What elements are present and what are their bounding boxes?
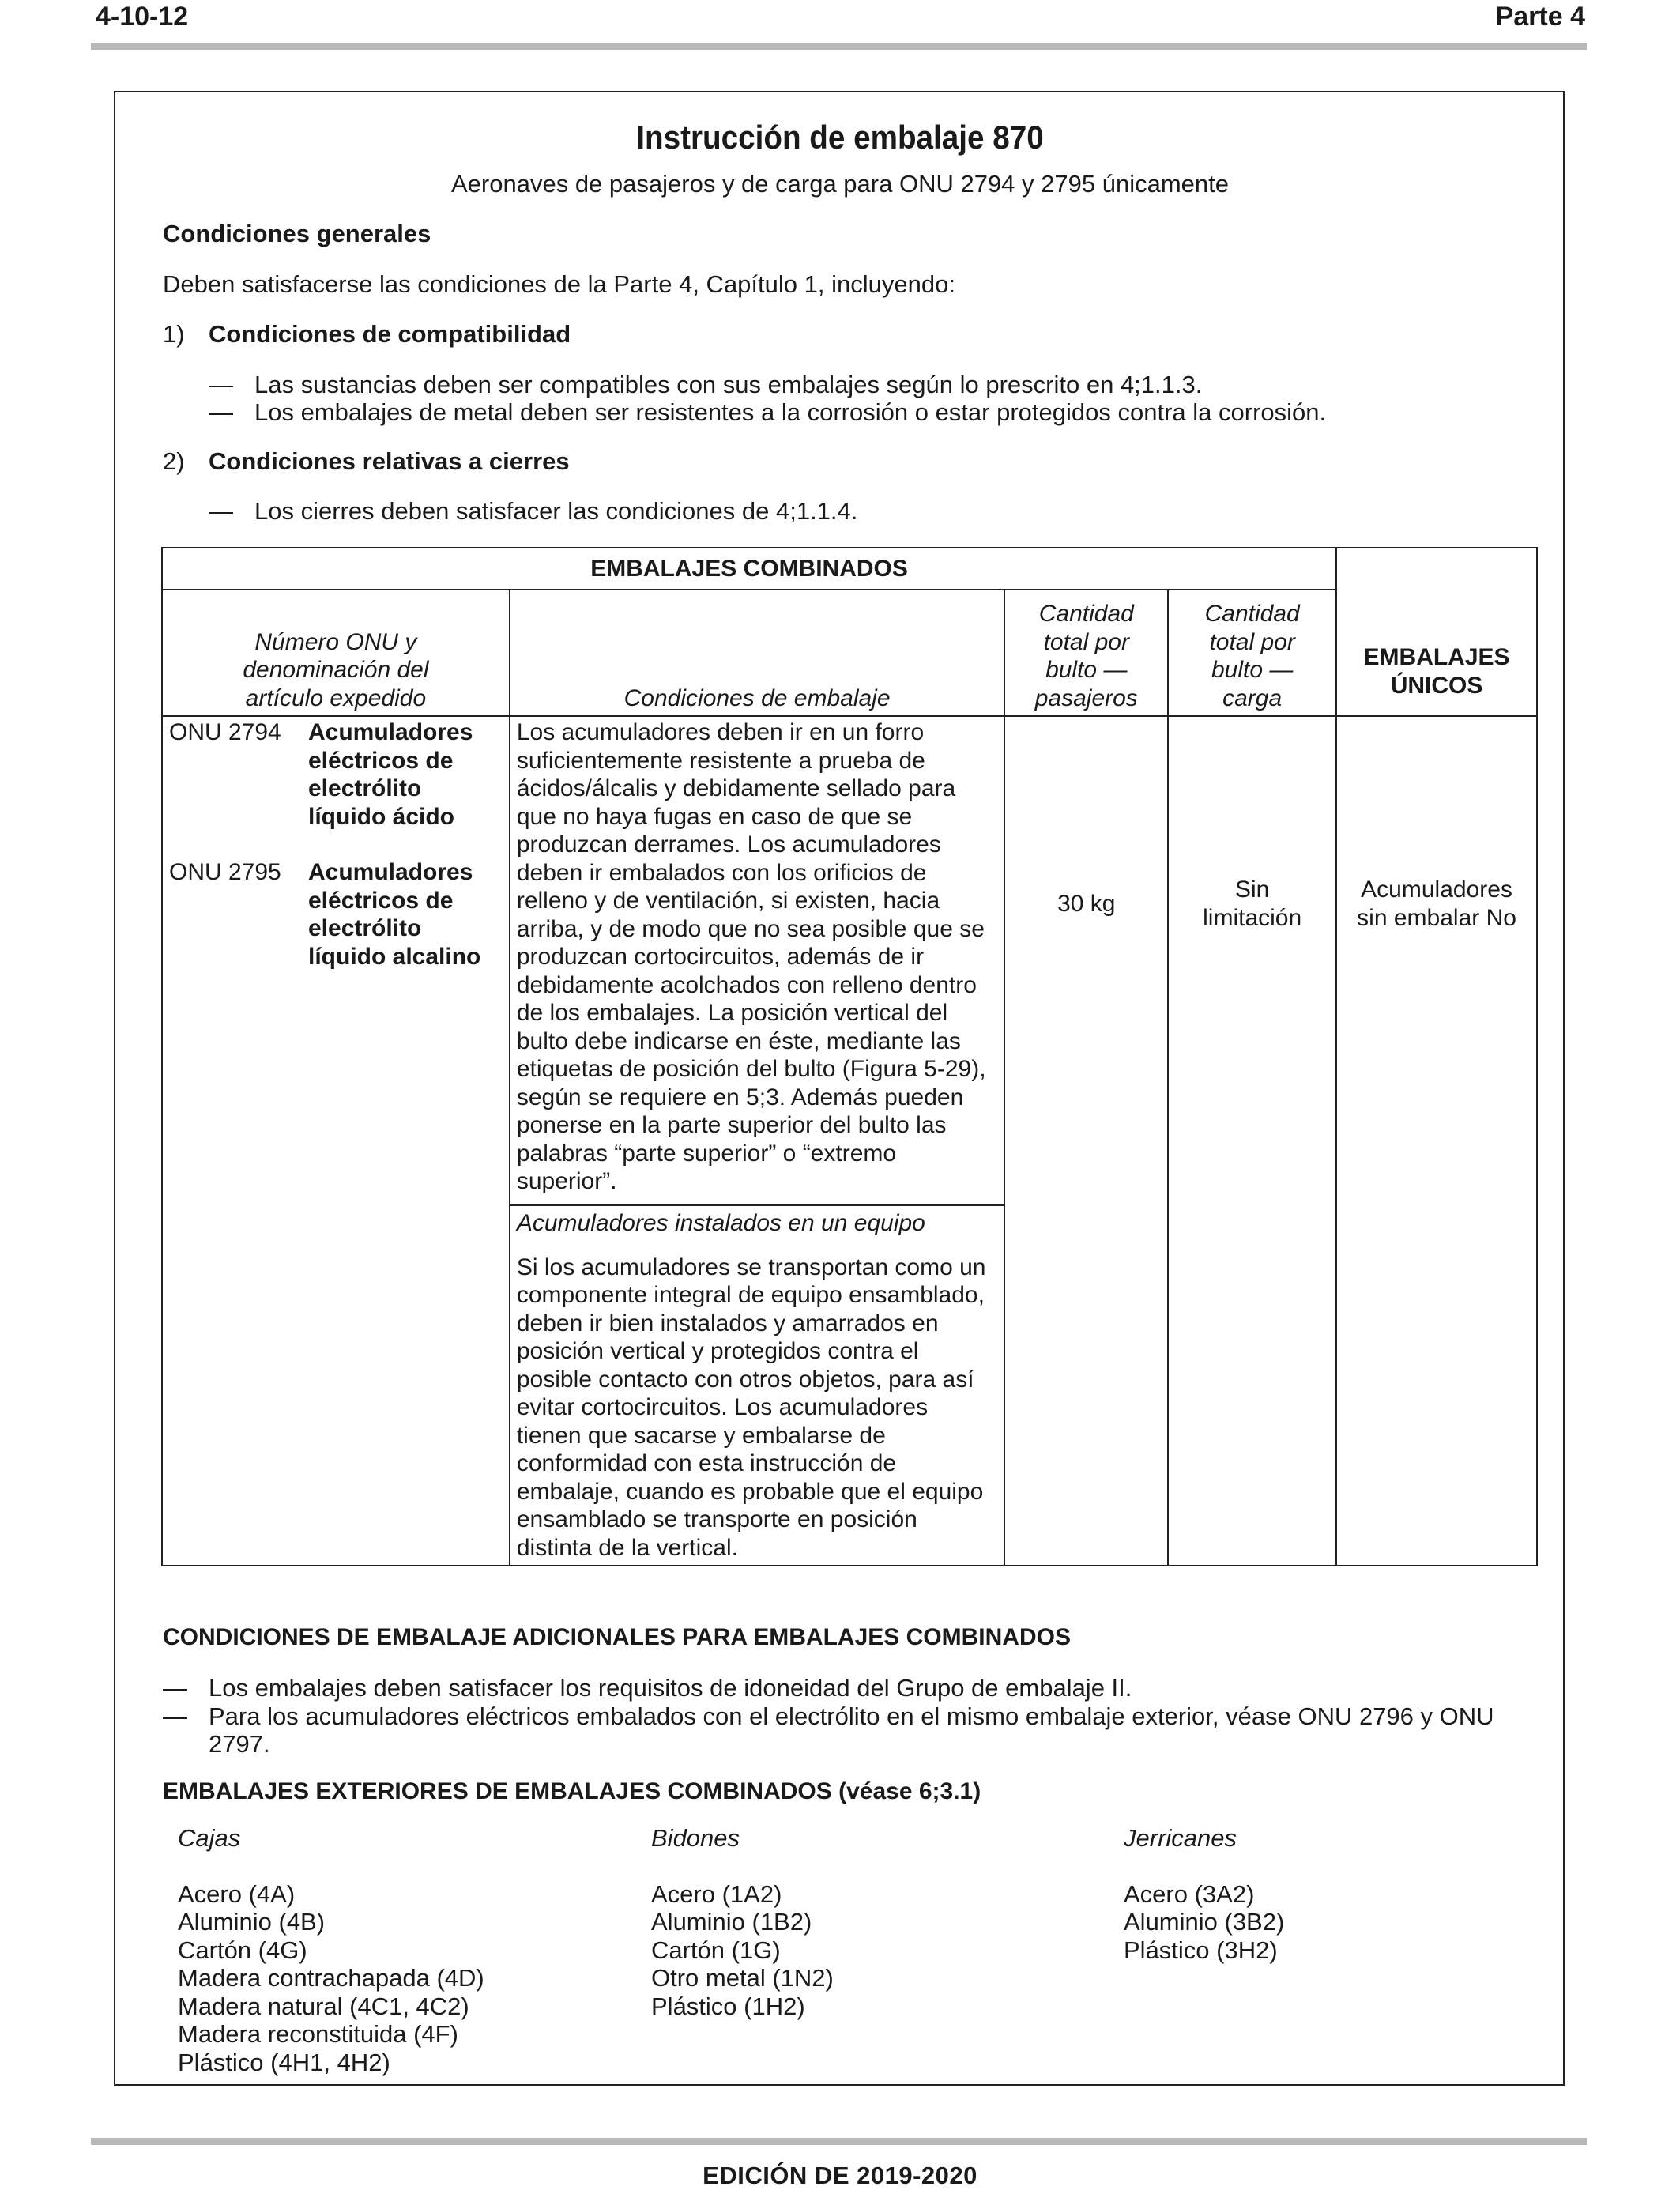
edition-footer: EDICIÓN DE 2019-2020 xyxy=(703,2162,977,2189)
outer-column-bidones xyxy=(651,1824,834,2020)
combined-header: EMBALAJES COMBINADOS xyxy=(162,548,1336,590)
page-number: 4-10-12 xyxy=(96,2,189,32)
conditions-column-header: Condiciones de embalaje xyxy=(510,590,1004,716)
additional-list xyxy=(163,1674,1514,1759)
onu-entry xyxy=(169,718,503,831)
single-packaging-header: EMBALAJES ÚNICOS xyxy=(1336,548,1537,716)
outer-column-title: Jerricanes xyxy=(1124,1824,1237,1852)
outer-item: Cartón (4G) xyxy=(178,1936,307,1964)
onu-code: ONU 2795 xyxy=(169,859,281,885)
condition-2-item xyxy=(209,497,857,526)
condition-1-title: Condiciones de compatibilidad xyxy=(209,320,571,348)
condition-1-item xyxy=(209,398,1326,427)
qty-passenger-cell: 30 kg xyxy=(1004,716,1168,1566)
single-packaging-cell: Acumuladores sin embalar No xyxy=(1336,716,1537,1566)
outer-item: Madera contrachapada (4D) xyxy=(178,1964,484,1992)
qty-passenger-header: Cantidad total por bulto — pasajeros xyxy=(1004,590,1168,716)
qty-cargo-header: Cantidad total por bulto — carga xyxy=(1168,590,1336,716)
condition-2-item-text: Los cierres deben satisfacer las condiciones de 4;1.1.4. xyxy=(254,497,858,525)
condition-2 xyxy=(163,447,570,476)
onu-entry xyxy=(169,858,503,971)
equipment-cell xyxy=(510,1205,1004,1566)
outer-item: Aluminio (4B) xyxy=(178,1908,326,1936)
outer-item: Acero (1A2) xyxy=(651,1879,782,1908)
outer-item: Madera reconstituida (4F) xyxy=(178,2020,458,2048)
onu-column-header: Número ONU y denominación del artículo expedido xyxy=(162,590,510,716)
outer-item: Aluminio (3B2) xyxy=(1124,1908,1285,1936)
dash-bullet: — xyxy=(163,1702,187,1730)
additional-item xyxy=(163,1674,1514,1702)
equipment-text: Si los acumuladores se transportan como un componente integral de equipo ensamblado, deben ir bien instalados y amarrados en posición vertical y protegidos contra el posible contacto con otros objetos, para así evitar cortocircuitos. Los acumuladores tienen que sacarse y embalarse de conformidad con esta instrucción de embalaje, cuando es probable que el equipo ensamblado se transporte en posición distinta de la vertical. xyxy=(516,1253,986,1561)
outer-item: Madera natural (4C1, 4C2) xyxy=(178,1992,469,2020)
footer-rule xyxy=(91,2138,1587,2145)
onu-name: Acumuladores eléctricos de electrólito líquido ácido xyxy=(308,719,473,830)
outer-item: Cartón (1G) xyxy=(651,1936,781,1964)
outer-column-jerricanes xyxy=(1124,1824,1284,1964)
outer-item: Plástico (1H2) xyxy=(651,1992,805,2020)
onu-name: Acumuladores eléctricos de electrólito líquido alcalino xyxy=(308,859,481,970)
outer-item: Acero (3A2) xyxy=(1124,1879,1255,1908)
dash-bullet: — xyxy=(163,1674,187,1702)
header-rule xyxy=(91,43,1587,50)
additional-heading: CONDICIONES DE EMBALAJE ADICIONALES PARA EMBALAJES COMBINADOS xyxy=(163,1624,1071,1650)
dash-bullet: — xyxy=(209,398,233,426)
dash-bullet: — xyxy=(209,497,233,525)
outer-item: Otro metal (1N2) xyxy=(651,1964,834,1992)
part-label: Parte 4 xyxy=(1495,2,1585,32)
additional-item xyxy=(163,1702,1514,1759)
qty-cargo-cell: Sin limitación xyxy=(1168,716,1336,1566)
condition-1 xyxy=(163,320,571,349)
onu-code: ONU 2794 xyxy=(169,719,281,745)
general-heading: Condiciones generales xyxy=(163,220,431,247)
outer-item: Plástico (3H2) xyxy=(1124,1936,1278,1964)
outer-heading: EMBALAJES EXTERIORES DE EMBALAJES COMBINADOS (véase 6;3.1) xyxy=(163,1778,981,1804)
outer-item: Plástico (4H1, 4H2) xyxy=(178,2048,390,2076)
instruction-subtitle: Aeronaves de pasajeros y de carga para ONU 2794 y 2795 únicamente xyxy=(451,170,1229,198)
outer-column-title: Cajas xyxy=(178,1824,241,1852)
packing-table xyxy=(161,547,1538,1566)
dash-bullet: — xyxy=(209,371,233,398)
additional-item-text: Para los acumuladores eléctricos embalados con el electrólito en el mismo embalaje exterior, véase ONU 2796 y ONU 2797. xyxy=(209,1702,1494,1758)
outer-item: Acero (4A) xyxy=(178,1879,296,1908)
onu-entries-cell xyxy=(162,716,510,1566)
condition-2-title: Condiciones relativas a cierres xyxy=(209,447,570,475)
additional-item-text: Los embalajes deben satisfacer los requisitos de idoneidad del Grupo de embalaje II. xyxy=(209,1674,1132,1702)
equipment-heading: Acumuladores instalados en un equipo xyxy=(516,1210,925,1236)
condition-2-number: 2) xyxy=(163,447,185,475)
condition-1-item-text: Las sustancias deben ser compatibles con sus embalajes según lo prescrito en 4;1.1.3. xyxy=(254,371,1203,398)
outer-column-title: Bidones xyxy=(651,1824,740,1852)
outer-column-cajas xyxy=(178,1824,484,2076)
condition-1-item-text: Los embalajes de metal deben ser resistentes a la corrosión o estar protegidos contra la corrosión. xyxy=(254,398,1327,426)
condition-1-item xyxy=(209,371,1202,399)
condition-1-number: 1) xyxy=(163,320,185,348)
conditions-cell: Los acumuladores deben ir en un forro suficientemente resistente a prueba de ácidos/álcalis y debidamente sellado para que no haya fugas en caso de que se produzcan derrames. Los acumuladores deben ir embalados con los orificios de relleno y de ventilación, si existen, hacia arriba, y de modo que no sea posible que se produzcan cortocircuitos, además de ir debidamente acolchados con relleno dentro de los embalajes. La posición vertical del bulto debe indicarse en éste, mediante las etiquetas de posición del bulto (Figura 5-29), según se requiere en 5;3. Además pueden ponerse en la parte superior del bulto las palabras “parte superior” o “extremo superior”. xyxy=(510,716,1004,1205)
general-intro: Deben satisfacerse las condiciones de la Parte 4, Capítulo 1, incluyendo: xyxy=(163,270,955,298)
outer-item: Aluminio (1B2) xyxy=(651,1908,812,1936)
instruction-title: Instrucción de embalaje 870 xyxy=(636,119,1044,156)
